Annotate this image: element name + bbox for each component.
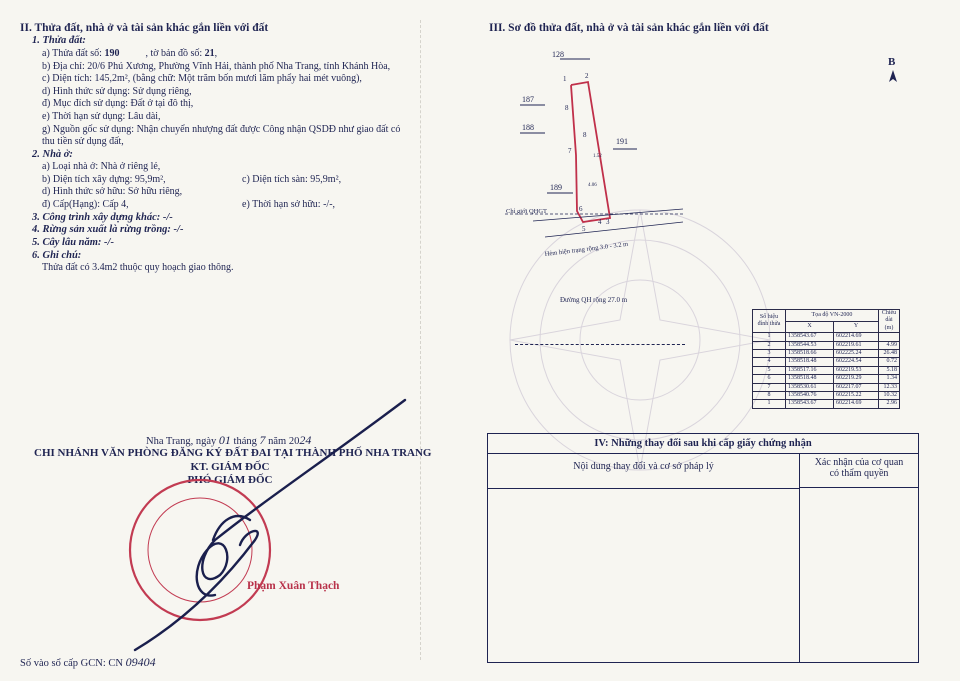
- table-row: [753, 341, 900, 349]
- row-y: 602225.24: [834, 350, 879, 358]
- row-y: 602217.07: [834, 383, 879, 391]
- row-y: 602214.69: [834, 400, 879, 408]
- row-y: 602219.61: [834, 341, 879, 349]
- table-row: [753, 400, 900, 408]
- row-y: 602219.29: [834, 375, 879, 383]
- house-ownership: d) Hình thức sở hữu: Sở hữu riêng,: [42, 186, 183, 197]
- dim-2: 4.06: [588, 183, 597, 188]
- neighbor-left2: 188: [522, 123, 534, 132]
- table-row: [753, 383, 900, 391]
- point-8a: 8: [565, 104, 569, 112]
- plot-prefix: a) Thửa đất số:: [42, 48, 105, 59]
- road-width-label: Đường QH rộng 27.0 m: [560, 296, 628, 304]
- row-x: 1358518.66: [786, 350, 834, 358]
- date-prefix: Nha Trang, ngày: [146, 436, 219, 447]
- notes-heading: 6. Ghi chú:: [32, 250, 82, 261]
- neighbor-left1: 187: [522, 95, 534, 104]
- row-length: 1.34: [879, 375, 900, 383]
- registry-number: [20, 656, 156, 670]
- notes-text: Thửa đất có 3.4m2 thuộc quy hoạch giao thông.: [42, 262, 234, 273]
- date-month: 7: [259, 433, 266, 447]
- col-y: Y: [834, 321, 879, 333]
- neighbor-right: 191: [616, 137, 628, 146]
- row-x: 1358530.61: [786, 383, 834, 391]
- row-point: 1: [753, 333, 786, 341]
- house-floor-area: c) Diện tích sàn: 95,9m²,: [242, 174, 342, 185]
- col-point: Số hiệu đỉnh thửa: [753, 310, 786, 333]
- changes-divider: [799, 488, 800, 662]
- neighbor-top: 128: [552, 50, 564, 59]
- table-row: [753, 375, 900, 383]
- section-ii-title: II. Thửa đất, nhà ở và tài sản khác gắn liền với đất: [20, 22, 269, 34]
- north-indicator: B: [888, 56, 896, 68]
- kt-director: KT. GIÁM ĐỐC: [190, 461, 270, 473]
- row-length: [879, 333, 900, 341]
- confirm-line1: Xác nhận của cơ quan: [814, 457, 904, 468]
- row-y: 602224.54: [834, 358, 879, 366]
- house-heading: 2. Nhà ở:: [32, 149, 73, 160]
- row-point: 5: [753, 366, 786, 374]
- land-area: c) Diện tích: 145,2m², (bằng chữ: Một trăm bốn mươi lăm phẩy hai mét vuông),: [42, 73, 362, 84]
- date-mid: tháng: [230, 436, 260, 447]
- col-length: Chiều dài (m): [879, 310, 900, 333]
- changes-col-content: Nội dung thay đổi và cơ sở pháp lý: [488, 454, 800, 489]
- land-use-term: e) Thời hạn sử dụng: Lâu dài,: [42, 111, 161, 122]
- issuing-office: CHI NHÁNH VĂN PHÒNG ĐĂNG KÝ ĐẤT ĐAI TẠI THÀNH PHỐ NHA TRANG: [34, 447, 432, 459]
- registry-no: 09404: [125, 655, 156, 669]
- plot-suffix: ,: [214, 48, 218, 59]
- map-prefix: , tờ bản đồ số:: [145, 48, 205, 59]
- point-5: 5: [582, 225, 586, 233]
- row-x: 1358543.67: [786, 400, 834, 408]
- official-seal: [95, 390, 435, 670]
- row-point: 7: [753, 383, 786, 391]
- point-6: 6: [579, 205, 583, 213]
- row-y: 602214.69: [834, 333, 879, 341]
- signer-name: Phạm Xuân Thạch: [247, 580, 340, 592]
- row-point: 2: [753, 341, 786, 349]
- row-y: 602215.22: [834, 392, 879, 400]
- point-8b: 8: [583, 131, 587, 139]
- row-x: 1358517.16: [786, 366, 834, 374]
- point-3: 3: [606, 218, 610, 226]
- land-origin: g) Nguồn gốc sử dụng: Nhận chuyển nhượng đất được Công nhận QSDĐ như giao đất có: [42, 124, 401, 135]
- section-iii-title: III. Sơ đồ thửa đất, nhà ở và tài sản khác gắn liền với đất: [489, 22, 769, 34]
- col-x: X: [786, 321, 834, 333]
- date-day: 01: [218, 433, 231, 447]
- dim-1: 1.52: [593, 154, 602, 159]
- house-type: a) Loại nhà ở: Nhà ở riêng lẻ,: [42, 161, 161, 172]
- plot-number: 190: [104, 48, 120, 59]
- changes-col-confirm: [800, 454, 918, 488]
- date-mid2: năm 20: [265, 436, 300, 447]
- confirm-line2: có thẩm quyền: [829, 468, 889, 479]
- land-origin-cont: thu tiền sử dụng đất,: [42, 136, 124, 147]
- land-address: b) Địa chỉ: 20/6 Phú Xương, Phường Vĩnh Hải, thành phố Nha Trang, tỉnh Khánh Hòa,: [42, 61, 391, 72]
- alley-label: Hẻm hiện trạng rộng 3.0 - 3.2 m: [544, 240, 629, 258]
- point-2: 2: [585, 72, 589, 80]
- row-length: 26.48: [879, 350, 900, 358]
- planted-forest: 4. Rừng sản xuất là rừng trồng: -/-: [32, 224, 184, 235]
- row-point: 6: [753, 375, 786, 383]
- point-1: 1: [563, 75, 567, 83]
- row-point: 1: [753, 400, 786, 408]
- row-x: 1358518.48: [786, 375, 834, 383]
- registry-prefix: Số vào sổ cấp GCN: CN: [20, 658, 126, 669]
- road-boundary-label: Chỉ giới QHGT: [506, 208, 547, 215]
- road-line: [515, 344, 685, 345]
- table-row: [753, 366, 900, 374]
- point-7: 7: [568, 147, 572, 155]
- row-point: 4: [753, 358, 786, 366]
- row-x: 1358540.76: [786, 392, 834, 400]
- map-number: 21: [204, 48, 215, 59]
- row-x: 1358543.67: [786, 333, 834, 341]
- row-length: 0.72: [879, 358, 900, 366]
- table-row: [753, 333, 900, 341]
- row-length: 5.18: [879, 366, 900, 374]
- col-coord: Tọa độ VN-2000: [786, 310, 879, 322]
- land-use-purpose: đ) Mục đích sử dụng: Đất ở tại đô thị,: [42, 98, 194, 109]
- house-build-area: b) Diện tích xây dựng: 95,9m²,: [42, 174, 166, 185]
- row-x: 1358544.53: [786, 341, 834, 349]
- house-grade: đ) Cấp(Hạng): Cấp 4,: [42, 199, 129, 210]
- row-length: 12.33: [879, 383, 900, 391]
- row-y: 602219.53: [834, 366, 879, 374]
- land-plot-line: [42, 48, 217, 60]
- other-works: 3. Công trình xây dựng khác: -/-: [32, 212, 173, 223]
- row-point: 8: [753, 392, 786, 400]
- row-length: 10.32: [879, 392, 900, 400]
- date-year: 24: [299, 433, 312, 447]
- table-row: [753, 350, 900, 358]
- table-row: [753, 358, 900, 366]
- perennial-trees: 5. Cây lâu năm: -/-: [32, 237, 114, 248]
- changes-box: [487, 433, 919, 663]
- house-term: e) Thời hạn sở hữu: -/-,: [242, 199, 336, 210]
- row-length: 2.96: [879, 400, 900, 408]
- coordinate-table: [752, 309, 900, 409]
- changes-title: IV: Những thay đổi sau khi cấp giấy chứng nhận: [488, 434, 918, 454]
- deputy-director: PHÓ GIÁM ĐỐC: [187, 474, 273, 486]
- land-use-form: d) Hình thức sử dụng: Sử dụng riêng,: [42, 86, 192, 97]
- north-arrow-icon: [888, 70, 898, 84]
- point-4: 4: [598, 218, 602, 226]
- table-row: [753, 392, 900, 400]
- neighbor-bottom: 189: [550, 183, 562, 192]
- land-heading: 1. Thửa đất:: [32, 35, 86, 46]
- row-length: 4.99: [879, 341, 900, 349]
- plot-sketch: [505, 45, 695, 275]
- row-point: 3: [753, 350, 786, 358]
- row-x: 1358518.48: [786, 358, 834, 366]
